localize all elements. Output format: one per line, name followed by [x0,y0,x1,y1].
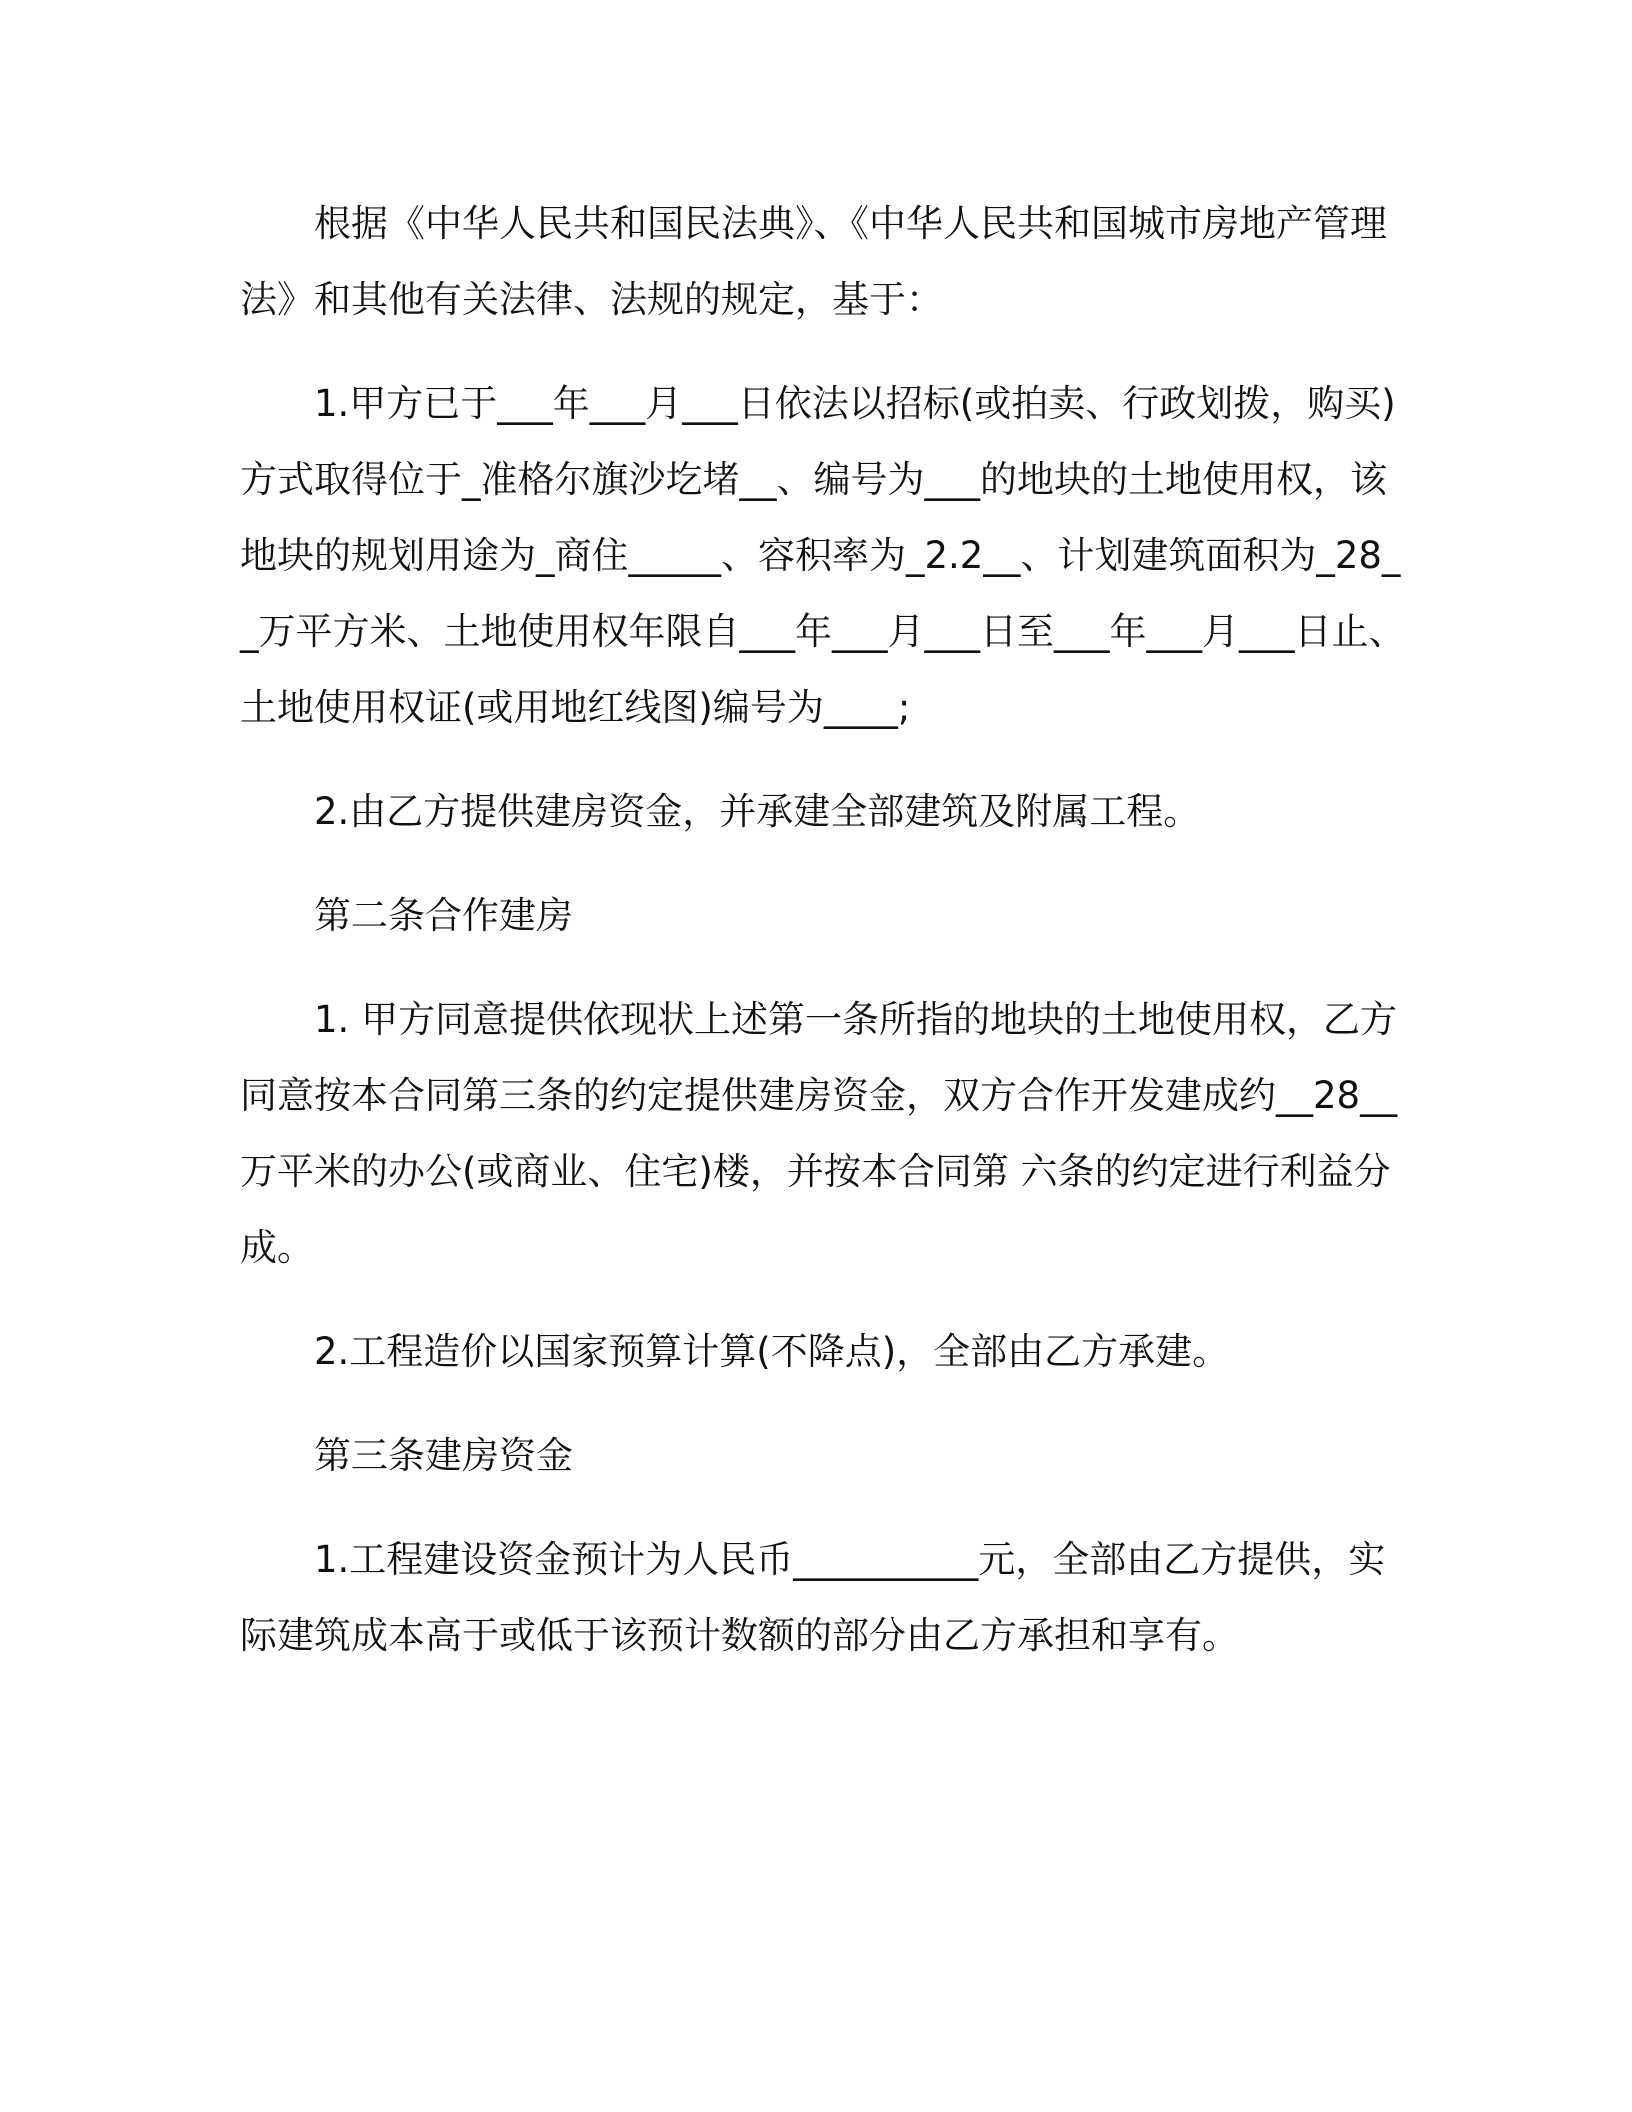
article-2-heading: 第二条合作建房 [314,894,573,937]
intro-paragraph: 根据《中华人民共和国民法典》、《中华人民共和国城市房地产管理法》和其他有关法律、法规的规定，基于： [240,202,1387,321]
article-3-heading: 第三条建房资金 [314,1434,573,1477]
article-2-item-2: 2.工程造价以国家预算计算(不降点)，全部由乙方承建。 [314,1330,1230,1373]
article-3-item-1: 1.工程建设资金预计为人民币__________元，全部由乙方提供，实际建筑成本高于或低于该预计数额的部分由乙方承担和享有。 [240,1538,1386,1657]
clause-1-item-2: 2.由乙方提供建房资金，并承建全部建筑及附属工程。 [314,790,1201,833]
article-2-item-1: 1. 甲方同意提供依现状上述第一条所指的地块的土地使用权，乙方同意按本合同第三条的约定提供建房资金，双方合作开发建成约__28__万平米的办公(或商业、住宅)楼，并按本合同第 六条的约定进行利益分成。 [240,998,1398,1269]
document-body [240,186,1410,1702]
clause-1-item-1: 1.甲方已于___年___月___日依法以招标(或拍卖、行政划拨，购买)方式取得位于_准格尔旗沙圪堵__、编号为___的地块的土地使用权，该地块的规划用途为_商住_____、容积率为_2.2__、计划建筑面积为_28__万平方米、土地使用权年限自___年___月___日至___年___月___日止、土地使用权证(或用地红线图)编号为____; [240,382,1406,729]
